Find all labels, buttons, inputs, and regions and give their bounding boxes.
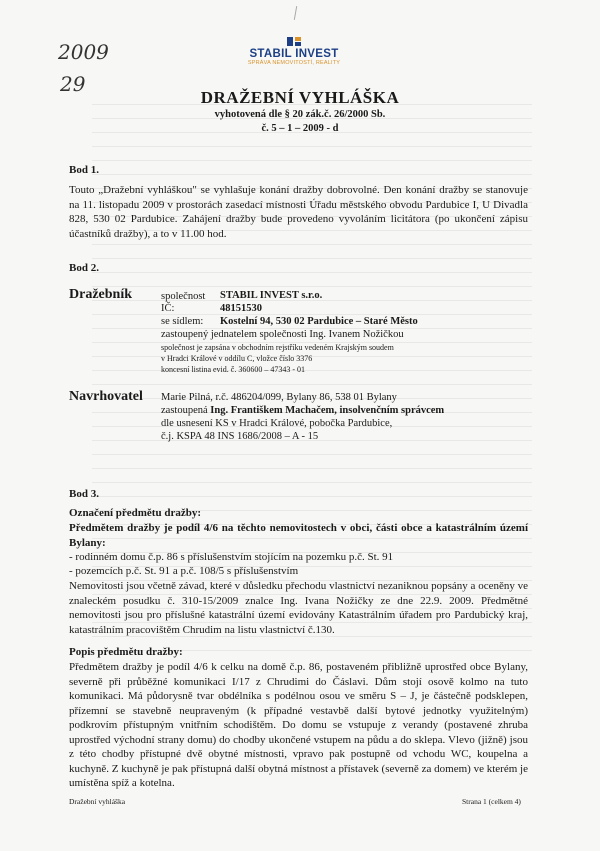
- auctioneer-seat-label: se sídlem:: [161, 316, 204, 327]
- proposer-line-3: dle usnesení KS v Hradci Králové, pobočka Pardubice,: [161, 418, 393, 429]
- proposer-line-2: [161, 405, 444, 416]
- proposer-line-1: Marie Pilná, r.č. 486204/099, Bylany 86, 538 01 Bylany: [161, 392, 397, 403]
- auctioneer-company-label: společnost: [161, 291, 206, 302]
- proposer-administrator: Ing. Františkem Machačem, insolvenčním správcem: [210, 405, 445, 416]
- description-heading: Popis předmětu dražby:: [69, 646, 183, 658]
- auctioneer-registration-2: v Hradci Králové v oddílu C, vložce číslo 3376: [161, 354, 313, 363]
- handwritten-number: 29: [60, 72, 86, 96]
- subject-item-2: - pozemcích p.č. St. 91 a p.č. 108/5 s příslušenstvím: [69, 565, 299, 577]
- proposer-role: Navrhovatel: [69, 389, 143, 404]
- section-heading-bod2: Bod 2.: [69, 262, 99, 274]
- auctioneer-role: Dražebník: [69, 287, 132, 302]
- proposer-represented-prefix: zastoupená: [161, 405, 208, 416]
- logo-tagline: SPRÁVA NEMOVITOSTÍ, REALITY: [247, 60, 341, 66]
- company-logo: [232, 36, 356, 66]
- pen-mark: [294, 6, 297, 20]
- logo-name: STABIL INVEST: [249, 48, 339, 60]
- auctioneer-license: koncesní listina evid. č. 360600 – 47343 - 01: [161, 365, 305, 374]
- proposer-line-4: č.j. KSPA 48 INS 1686/2008 – A - 15: [161, 431, 319, 442]
- subject-line: Předmětem dražby je podíl 4/6 na těchto nemovitostech v obci, části obce a katastrálním území Bylany:: [69, 522, 528, 549]
- auctioneer-ic-label: IČ:: [161, 303, 175, 314]
- bod1-text: Touto „Dražební vyhláškou" se vyhlašuje konání dražby dobrovolné. Den konání dražby se stanovuje na 11. listopadu 2009 v prostorách zasedací místnosti Úřadu městského obvodu Pardubice I, U Divadla 828, 530 02 Pardubice. Zahájení dražby bude provedeno vyvoláním licitátora (po ukončení zápisu účastníků dražby), a to v 11.00 hod.: [69, 184, 528, 240]
- description-text: Předmětem dražby je podíl 4/6 k celku na domě č.p. 86, postaveném přibližně uprostřed obce Bylany, severně při průběžné komunikaci I/17 z Chrudimi do Čáslavi. Dům stojí osově kolmo na tuto komunikaci. Má půdorysně tvar obdélníka s podélnou osou ve směru S – J, je částečně podsklepen, přízemní se stavebně neupraveným (k případné vestavbě další bytové jednotky využitelným) podkrovím přístupným vnitřním schodištěm. Do domu se vstupuje z verandy (postavené zhruba uprostřed východní strany domu) do chodby ukončené vstupem na půdu a do sklepa. Vlevo (jižně) jsou z této chodby přístupné dvě obytné místnosti, vpravo pak postupně od vchodu WC, koupelna a kuchyně. Z kuchyně je pak přístupná další obytná místnost a přístavek (severně za domem) ve kterém je umístěna spíž a kotelna.: [69, 661, 528, 789]
- logo-mark-icon: [286, 36, 302, 47]
- footer-left: Dražební vyhláška: [69, 797, 126, 806]
- document-reference: č. 5 – 1 – 2009 - d: [261, 123, 339, 134]
- section-heading-bod3: Bod 3.: [69, 488, 99, 500]
- auctioneer-representative: zastoupený jednatelem společnosti Ing. Ivanem Nožičkou: [161, 329, 404, 340]
- footer-page-number: Strana 1 (celkem 4): [462, 797, 521, 806]
- subject-paragraph: Nemovitosti jsou včetně závad, které v důsledku přechodu vlastnictví nezaniknou popsány a oceněny ve znaleckém posudku č. 310-15/2009 znalce Ing. Ivana Nožičky ze dne 22.9. 2009. Předmětné nemovitosti jsou pro příslušné katastrální území evidovány Katastrálním úřadem pro Pardubický kraj, katastrálním pracovištěm Chrudim na listu vlastnictví č.130.: [69, 580, 528, 636]
- auctioneer-registration-1: společnost je zapsána v obchodním rejstříku vedeném Krajským soudem: [161, 343, 394, 352]
- designation-heading: Označení předmětu dražby:: [69, 507, 201, 519]
- document-title: DRAŽEBNÍ VYHLÁŠKA: [200, 88, 400, 107]
- subject-item-1: - rodinném domu č.p. 86 s příslušenstvím stojícím na pozemku p.č. St. 91: [69, 551, 394, 563]
- handwritten-year: 2009: [58, 40, 109, 64]
- auctioneer-seat: Kostelní 94, 530 02 Pardubice – Staré Město: [220, 316, 418, 327]
- auctioneer-company: STABIL INVEST s.r.o.: [220, 290, 323, 301]
- section-heading-bod1: Bod 1.: [69, 164, 99, 176]
- document-subtitle: vyhotovená dle § 20 zák.č. 26/2000 Sb.: [214, 109, 386, 120]
- auctioneer-ic: 48151530: [220, 303, 262, 314]
